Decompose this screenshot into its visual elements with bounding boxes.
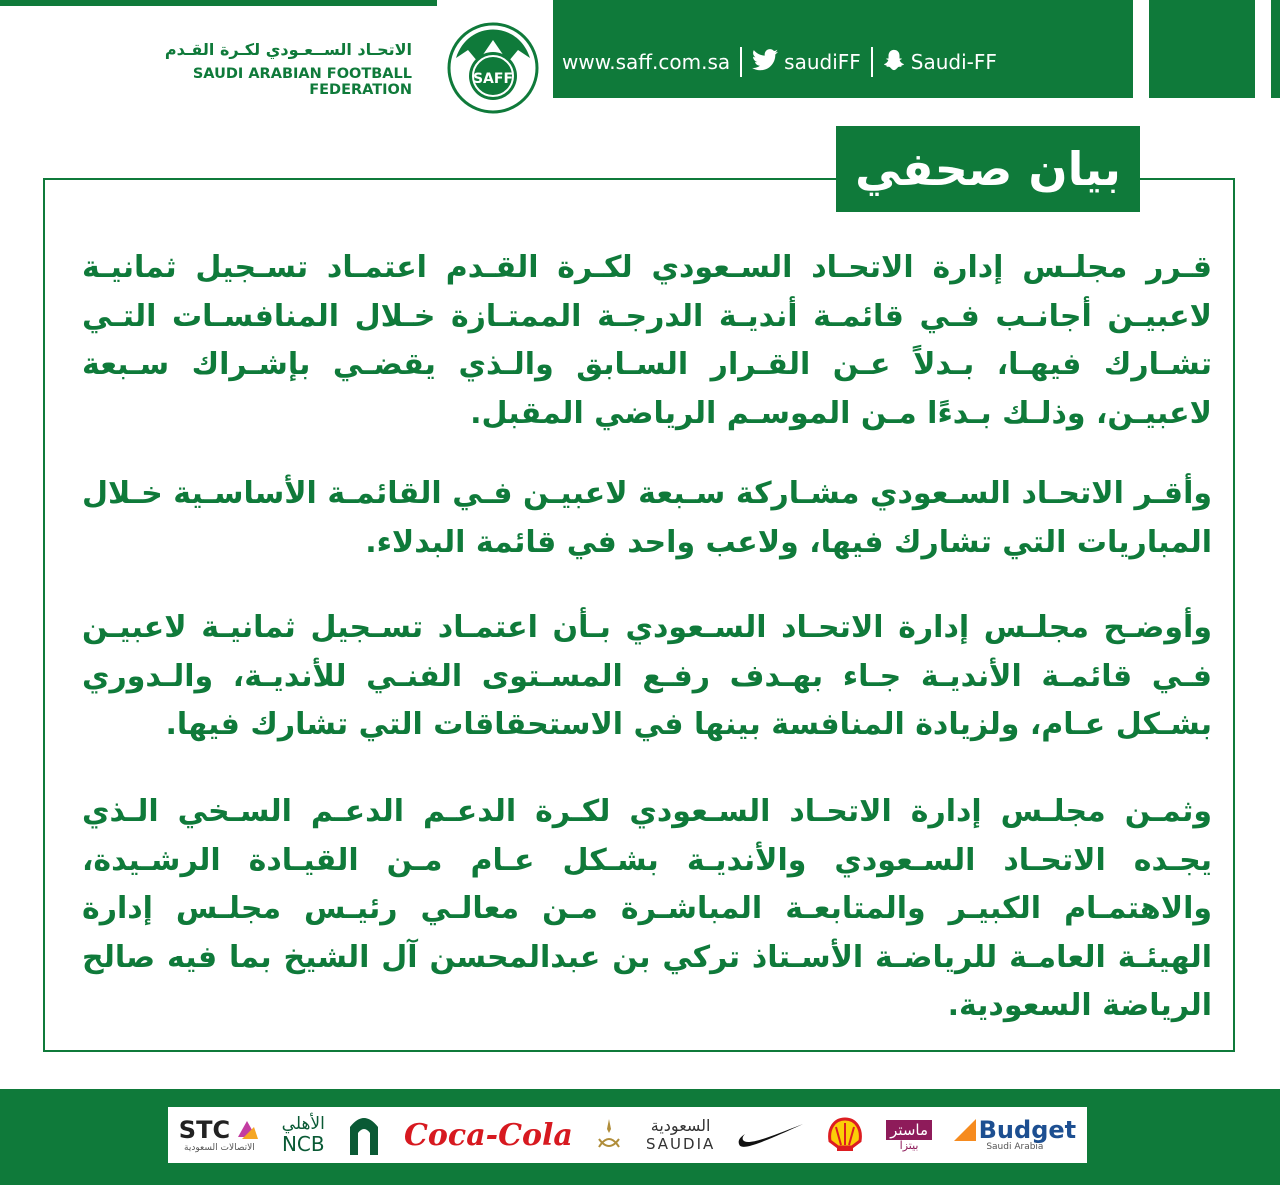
ncb-logo-text: NCB [281, 1132, 325, 1156]
budget-subtitle: Saudi Arabia [986, 1141, 1044, 1152]
paragraph-2: وأقـر الاتحـاد السـعودي مشـاركة سـبعة لاعبيـن فـي القائمـة الأساسـية خـلال المباريات التي تشارك فيها، ولاعب واحد في قائمة البدلاء. [82, 476, 1212, 560]
divider [740, 47, 742, 77]
sponsors-strip [168, 1107, 1087, 1163]
twitter-icon [752, 49, 778, 76]
sponsor-stc [179, 1117, 260, 1154]
paragraph-4: وثمـن مجلـس إدارة الاتحـاد السـعودي لكـرة الدعـم الدعـم السـخي الـذي يجـده الاتحـاد السـعودي والأنديـة بشـكل عـام مـن القيـادة الرشـيدة، والاهتمـام الكبيـر والمتابعـة المباشـرة مـن معالـي رئيـس مجلـس إدارة الهيئـة العامـة للرياضـة الأسـتاذ تركي بن عبدالمحسن آل الشيخ بما فيه صالح الرياضة السعودية. [82, 794, 1212, 1023]
statement-title: بيان صحفي [855, 142, 1121, 196]
budget-mark-icon [954, 1119, 976, 1141]
stc-logo-text: STC [178, 1115, 231, 1144]
ncb-arabic: الأهلي [281, 1114, 325, 1134]
snapchat-icon [883, 49, 905, 76]
federation-name-english: SAUDI ARABIAN FOOTBALL FEDERATION [192, 66, 412, 98]
saudia-arabic: السعودية [650, 1116, 711, 1135]
saff-logo [438, 10, 548, 120]
paragraph-3: وأوضـح مجلـس إدارة الاتحـاد السـعودي بـأن اعتمـاد تسـجيل ثمانيـة لاعبيـن فـي قائمـة الأنديـة جـاء بهـدف رفـع المسـتوى الفنـي للأنديـة، والـدوري بشـكل عـام، ولزيادة المنافسة بينها في الاستحقاقات التي تشارك فيها. [82, 610, 1212, 742]
federation-name-arabic: الاتحـاد الســعـودي لكـرة القـدم [164, 40, 412, 59]
maestro-subtitle: بيتزا [899, 1138, 919, 1152]
shell-logo-icon [826, 1117, 864, 1153]
saudia-logo-text: SAUDIA [646, 1135, 716, 1153]
header-gap [1133, 0, 1149, 98]
website-link[interactable]: www.saff.com.sa [562, 50, 731, 74]
stc-mark-icon [234, 1117, 260, 1143]
nike-swoosh-icon [737, 1120, 805, 1150]
stc-subtitle: الاتصالات السعودية [184, 1142, 255, 1153]
statement-title-tab [836, 126, 1140, 212]
sponsor-maestro [886, 1120, 932, 1151]
sponsor-saudia [646, 1117, 715, 1153]
ncb-arch-icon [346, 1113, 382, 1157]
divider [871, 47, 873, 77]
paragraph-1: قـرر مجلـس إدارة الاتحـاد السـعودي لكـرة القـدم اعتمـاد تسـجيل ثمانيـة لاعبيـن أجانـب فـي قائمـة أنديـة الدرجـة الممتـازة خـلال المنافسـات التـي تشـارك فيهـا، بـدلاً عـن القـرار السـابق والـذي يقضـي بإشـراك سـبعة لاعبيـن، وذلـك بـدءًا مـن الموسـم الرياضي المقبل. [82, 250, 1212, 431]
snapchat-handle[interactable]: Saudi-FF [910, 50, 997, 74]
contact-links [562, 44, 997, 80]
maestro-logo-text: ماستر [886, 1120, 932, 1140]
header-gap [1255, 0, 1271, 98]
sponsor-ncb [282, 1115, 325, 1155]
sponsor-cocacola: Coca-Cola [404, 1117, 573, 1153]
sponsor-budget [954, 1115, 1077, 1153]
saudia-emblem-icon [594, 1117, 624, 1153]
budget-logo-text: Budget [978, 1115, 1077, 1144]
twitter-handle[interactable]: saudiFF [784, 50, 861, 74]
logo-text: SAFF [472, 71, 514, 87]
